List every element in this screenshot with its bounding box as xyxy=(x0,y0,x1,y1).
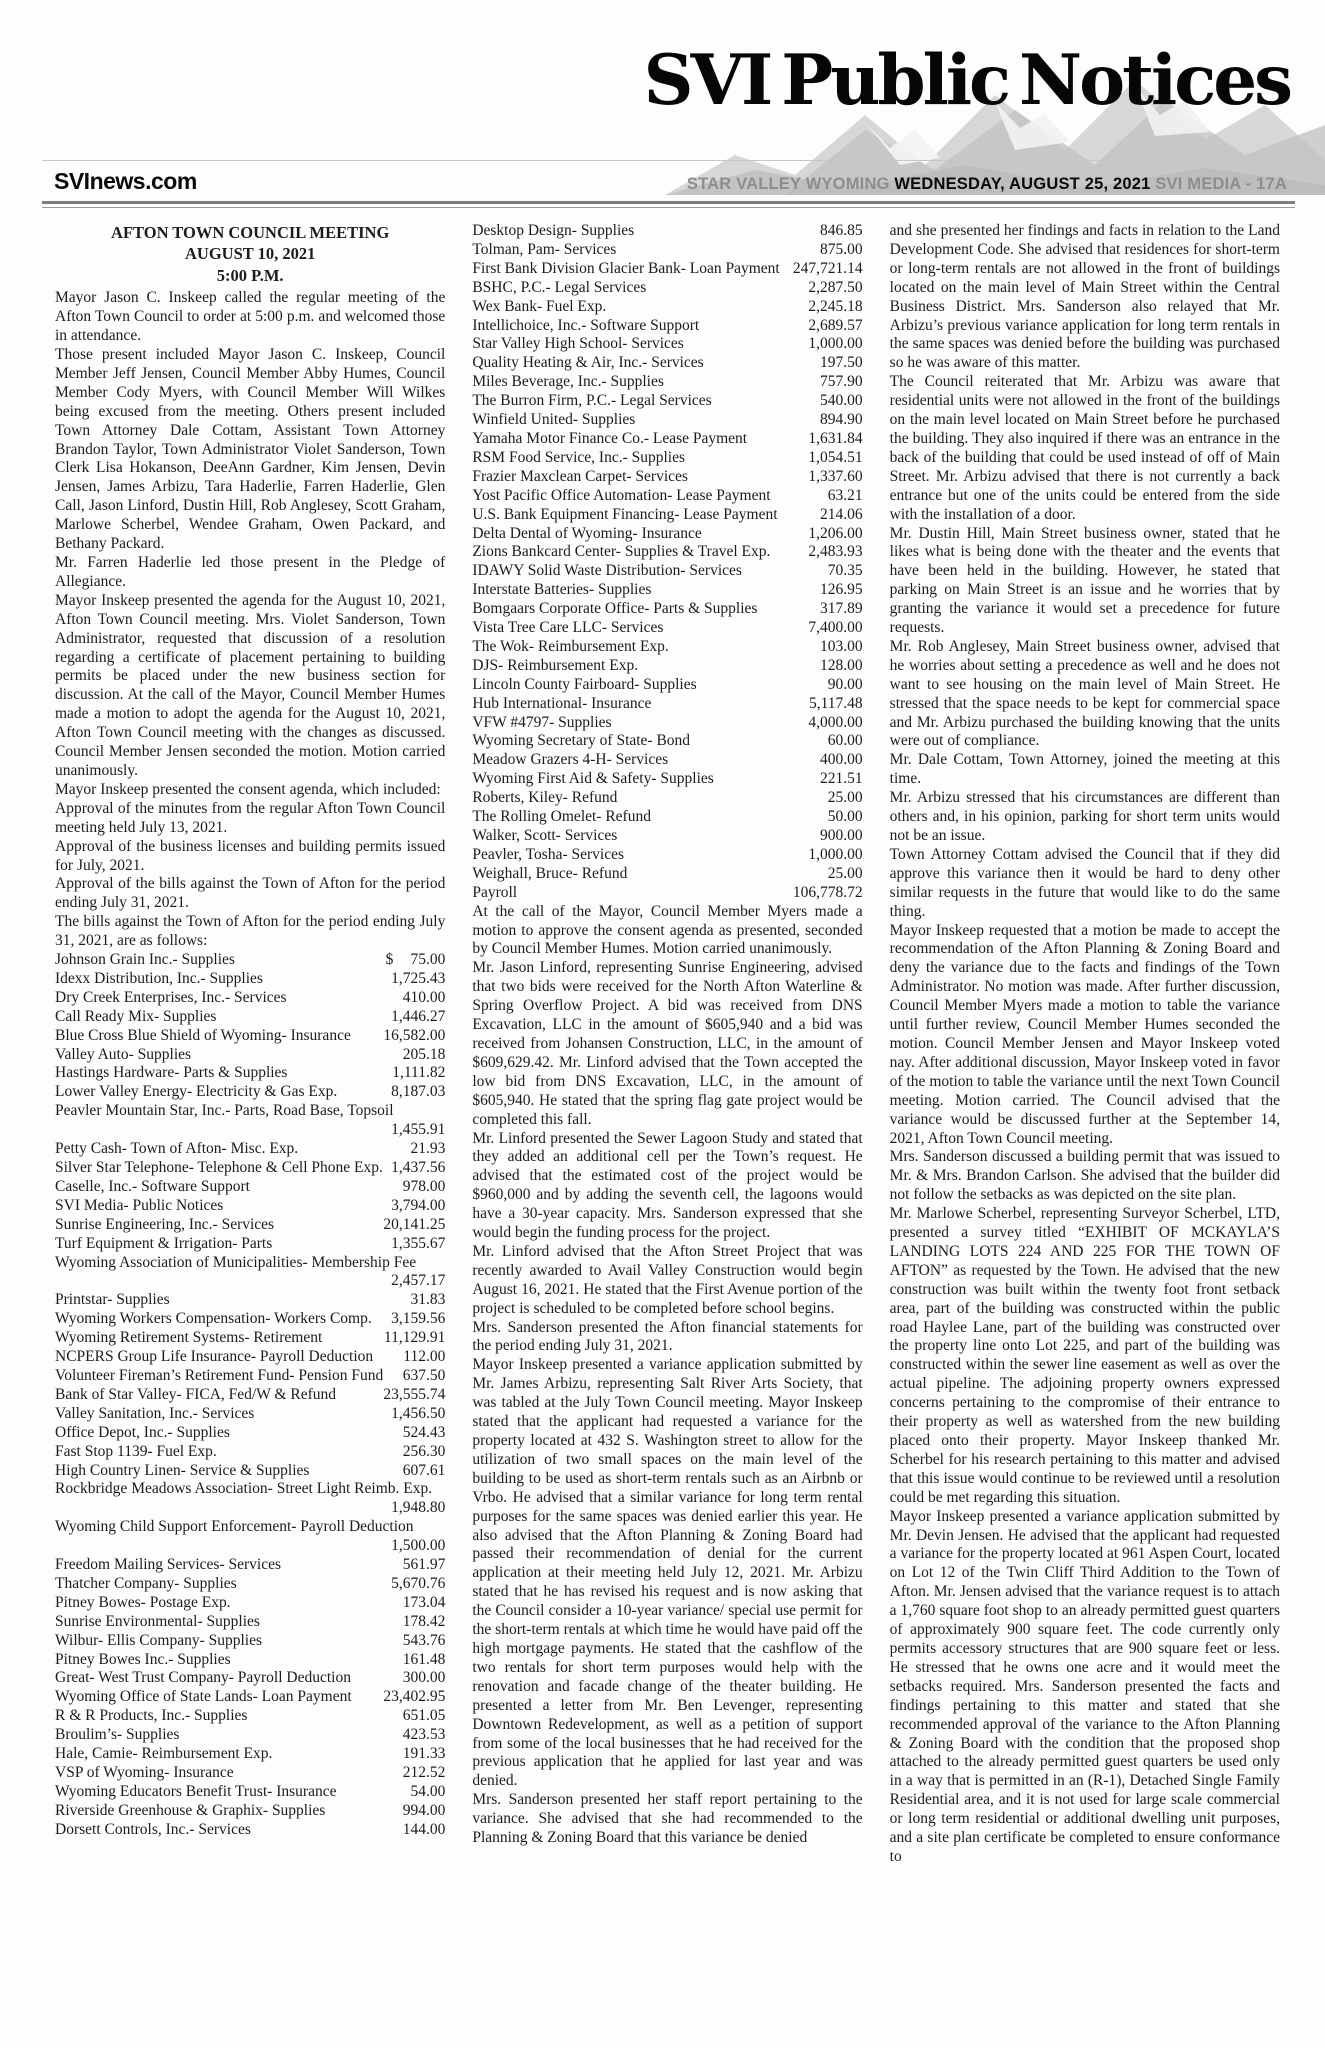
bill-payee: Walker, Scott- Services xyxy=(472,827,618,844)
bill-payee: Wyoming Association of Municipalities- Membership Fee xyxy=(55,1253,417,1271)
bill-amount: 2,457.17 xyxy=(391,1272,446,1290)
bill-payee: Freedom Mailing Services- Services xyxy=(55,1556,281,1574)
bill-row xyxy=(55,1046,445,1065)
bill-amount: 757.90 xyxy=(820,373,863,391)
bill-row xyxy=(55,1386,445,1405)
bill-payee: Lincoln County Fairboard- Supplies xyxy=(472,675,697,693)
bill-payee: Wyoming Retirement Systems- Retirement xyxy=(55,1329,323,1347)
bill-amount: 75.00 xyxy=(410,951,446,969)
notice-paragraph: Mr. Rob Anglesey, Main Street business owner, advised that he worries about setting a precedence as well and he does not want to see housing on the main level of Main Street. He stressed that the space needs to be kept for commercial space and Mr. Arbizu purchased the building knowing that the units were out of compliance. xyxy=(889,637,1280,750)
bill-amount: 1,000.00 xyxy=(808,335,863,353)
masthead xyxy=(0,0,1325,160)
bill-row xyxy=(55,1443,445,1462)
bill-row xyxy=(55,1329,445,1348)
bill-amount: 1,000.00 xyxy=(808,845,863,863)
notice-columns xyxy=(0,208,1325,1867)
bill-row xyxy=(472,770,862,789)
bill-amount: 11,129.91 xyxy=(383,1329,446,1347)
bill-row xyxy=(472,732,862,751)
bill-payee: Hale, Camie- Reimbursement Exp. xyxy=(55,1745,273,1763)
bill-amount: 126.95 xyxy=(820,581,863,599)
bill-payee: Valley Auto- Supplies xyxy=(55,1045,192,1063)
bill-amount: 1,725.43 xyxy=(391,969,446,987)
bill-row xyxy=(472,714,862,733)
bill-payee: The Wok- Reimbursement Exp. xyxy=(472,637,669,655)
bill-amount: 1,500.00 xyxy=(391,1537,446,1555)
bill-payee: BSHC, P.C.- Legal Services xyxy=(472,278,647,296)
bill-amount: 214.06 xyxy=(820,505,863,523)
bill-payee: Fast Stop 1139- Fuel Exp. xyxy=(55,1442,217,1460)
bill-payee: Roberts, Kiley- Refund xyxy=(472,789,618,807)
bill-payee: Pitney Bowes Inc.- Supplies xyxy=(55,1650,231,1668)
bill-payee: Wyoming Workers Compensation- Workers Comp. xyxy=(55,1310,372,1328)
bill-row xyxy=(472,279,862,298)
bill-payee: Interstate Batteries- Supplies xyxy=(472,581,652,599)
bill-amount: 2,245.18 xyxy=(808,297,863,315)
bill-amount: 103.00 xyxy=(820,637,863,655)
bill-row xyxy=(55,1726,445,1745)
bill-amount: 561.97 xyxy=(402,1556,446,1574)
bill-amount: 178.42 xyxy=(402,1612,446,1630)
bill-row xyxy=(472,789,862,808)
bill-row xyxy=(55,1556,445,1575)
bill-amount: 5,670.76 xyxy=(391,1574,446,1592)
bill-amount: 637.50 xyxy=(402,1366,446,1384)
dateline-date: WEDNESDAY, AUGUST 25, 2021 xyxy=(894,175,1151,193)
bill-row xyxy=(55,1594,445,1613)
bill-payee: Hub International- Insurance xyxy=(472,694,652,712)
bill-payee: Rockbridge Meadows Association- Street Light Reimb. Exp. xyxy=(55,1480,433,1498)
bill-row xyxy=(55,1480,445,1518)
column-3 xyxy=(890,222,1280,1867)
notice-paragraph: Mrs. Sanderson presented the Afton financial statements for the period ending July 31, 2021. xyxy=(472,1318,863,1355)
bill-row xyxy=(472,260,862,279)
bill-amount: 54.00 xyxy=(410,1782,446,1800)
bill-row xyxy=(472,392,862,411)
bill-payee: Printstar- Supplies xyxy=(55,1291,170,1309)
bill-payee: Pitney Bowes- Postage Exp. xyxy=(55,1593,231,1611)
bill-row xyxy=(472,581,862,600)
bill-payee: Dorsett Controls, Inc.- Services xyxy=(55,1820,251,1838)
bill-row xyxy=(55,1688,445,1707)
bill-row xyxy=(55,1424,445,1443)
bill-row xyxy=(472,865,862,884)
bill-payee: SVI Media- Public Notices xyxy=(55,1196,224,1214)
bill-amount: 197.50 xyxy=(820,354,863,372)
bill-row xyxy=(55,1027,445,1046)
notice-paragraph: Town Attorney Cottam advised the Council that if they did approve this variance then it would be hard to deny other similar requests in the future that would like to do the same thing. xyxy=(889,845,1280,920)
bill-row xyxy=(55,1254,445,1292)
bill-payee: Office Depot, Inc.- Supplies xyxy=(55,1423,230,1441)
bill-row xyxy=(472,468,862,487)
bill-row xyxy=(55,989,445,1008)
bill-payee: Hastings Hardware- Parts & Supplies xyxy=(55,1064,288,1082)
bill-row xyxy=(55,1216,445,1235)
bill-amount: 400.00 xyxy=(820,751,863,769)
bill-row xyxy=(55,1140,445,1159)
bill-payee: VFW #4797- Supplies xyxy=(472,713,612,731)
bill-amount: 212.52 xyxy=(402,1764,446,1781)
bill-payee: Valley Sanitation, Inc.- Services xyxy=(55,1404,255,1422)
bill-row xyxy=(55,970,445,989)
bill-amount: 894.90 xyxy=(820,411,863,429)
bill-row xyxy=(472,638,862,657)
bill-payee: Payroll xyxy=(472,883,518,901)
bill-amount: 3,159.56 xyxy=(391,1310,446,1328)
bill-payee: Silver Star Telephone- Telephone & Cell Phone Exp. xyxy=(55,1159,383,1176)
publication-logo: SVI Public Notices xyxy=(643,40,1290,121)
bill-payee: Yost Pacific Office Automation- Lease Payment xyxy=(472,486,771,504)
bill-row xyxy=(55,1083,445,1102)
notice-paragraph: Mr. Jason Linford, representing Sunrise Engineering, advised that two bids were received for the North Afton Waterline & Spring Overflow Project. A bid was received from DNS Excavation, LLC in the amount of $605,940 and a bid was received from Johansen Construction, LLC, in the amount of $609,629.42. Mr. Linford advised that the Town accepted the low bid from DNS Excavation, LLC, in the amount of $605,940. He stated that the spring flag gate project would be completed this fall. xyxy=(472,959,863,1128)
bill-row xyxy=(472,525,862,544)
bill-amount: 173.04 xyxy=(402,1593,446,1611)
bill-amount: 607.61 xyxy=(402,1461,446,1479)
bill-row xyxy=(472,676,862,695)
bill-row xyxy=(55,951,445,970)
bill-amount: 21.93 xyxy=(410,1140,446,1158)
bill-row xyxy=(472,241,862,260)
bill-payee: Petty Cash- Town of Afton- Misc. Exp. xyxy=(55,1140,299,1158)
notice-paragraph: Mayor Inskeep presented a variance application submitted by Mr. Devin Jensen. He advised that the applicant had requested a variance for the property located at 961 Aspen Court, located on Lot 12 of the Twin Cliff Third Addition to the Town of Afton. Mr. Jensen advised that the variance request is to attach a 1,760 square foot shop to an already permitted guest quarters of approximately 900 square feet. The code currently only permits accessory structures that are 900 square feet or less. He stressed that he owns one acre and it would meet the setbacks required. Mrs. Sanderson presented the facts and findings pertaining to this matter and stated that she recommended approval of the variance to the Afton Planning & Zoning Board with the condition that the proposed shop attached to the already permitted guest quarters be used only in a way that is permitted in an (R-1), Detached Single Family Residential area, and it is not used for large scale commercial or long term residential or additional dwelling unit purposes, and a site plan certificate be completed to ensure conformance to xyxy=(889,1507,1280,1865)
bill-amount: 50.00 xyxy=(827,808,863,826)
bill-amount: 1,355.67 xyxy=(391,1234,446,1252)
bill-amount: 144.00 xyxy=(402,1820,446,1838)
bill-amount: 423.53 xyxy=(402,1726,446,1744)
notice-paragraph: Approval of the bills against the Town of Afton for the period ending July 31, 2021. xyxy=(55,875,446,912)
notice-title xyxy=(55,222,445,286)
bill-payee: Meadow Grazers 4-H- Services xyxy=(472,751,669,769)
notice-paragraph: Mr. Farren Haderlie led those present in the Pledge of Allegiance. xyxy=(55,554,446,590)
bill-payee: Blue Cross Blue Shield of Wyoming- Insurance xyxy=(55,1026,351,1044)
bill-amount: 1,206.00 xyxy=(808,524,863,542)
bill-payee: Bank of Star Valley- FICA, Fed/W & Refund xyxy=(55,1385,336,1403)
bill-payee: Wyoming Office of State Lands- Loan Payment xyxy=(55,1688,352,1706)
bill-row xyxy=(472,657,862,676)
bill-amount: 1,054.51 xyxy=(808,448,863,466)
bill-payee: Wyoming Secretary of State- Bond xyxy=(472,732,691,750)
notice-title-line: AFTON TOWN COUNCIL MEETING xyxy=(111,223,390,242)
notice-paragraph: Mayor Inskeep presented the agenda for the August 10, 2021, Afton Town Council meeting. Mrs. Violet Sanderson, Town Administrator, requested that discussion of a resolution regarding a certificate of placement pertaining to building permits be placed under the new business section for discussion. At the call of the Mayor, Council Member Humes made a motion to adopt the agenda for the August 10, 2021, Afton Town Council meeting with the changes as discussed. Council Member Jensen seconded the motion. Motion carried unanimously. xyxy=(55,591,446,779)
bill-payee: Great- West Trust Company- Payroll Deduction xyxy=(55,1669,351,1687)
bill-row xyxy=(472,846,862,865)
bill-amount: 63.21 xyxy=(827,486,863,504)
bill-row xyxy=(472,335,862,354)
bill-row xyxy=(55,1102,445,1140)
bill-amount: 410.00 xyxy=(402,988,446,1006)
bill-amount: 31.83 xyxy=(410,1291,446,1309)
bill-row xyxy=(55,1802,445,1821)
bill-payee: Tolman, Pam- Services xyxy=(472,240,617,258)
bill-amount: 16,582.00 xyxy=(383,1026,446,1044)
bill-row xyxy=(55,1235,445,1254)
notice-title-line: 5:00 P.M. xyxy=(216,265,284,285)
bill-amount: 8,187.03 xyxy=(391,1083,446,1101)
bill-row xyxy=(472,600,862,619)
bill-payee: Delta Dental of Wyoming- Insurance xyxy=(472,524,702,542)
bill-amount: 205.18 xyxy=(402,1045,446,1063)
currency-symbol: $ xyxy=(385,951,394,969)
bill-payee: Frazier Maxclean Carpet- Services xyxy=(472,467,688,485)
bill-payee: Call Ready Mix- Supplies xyxy=(55,1007,217,1025)
bill-amount: 5,117.48 xyxy=(808,694,863,712)
bill-row xyxy=(55,1783,445,1802)
bill-payee: Quality Heating & Air, Inc.- Services xyxy=(472,354,704,372)
bill-payee: Wyoming Child Support Enforcement- Payroll Deduction xyxy=(55,1518,414,1536)
notice-paragraph: Approval of the business licenses and building permits issued for July, 2021. xyxy=(55,837,446,874)
bill-row xyxy=(55,1159,445,1178)
bill-payee: Wyoming First Aid & Safety- Supplies xyxy=(472,770,714,788)
bill-amount: 900.00 xyxy=(820,827,863,844)
bill-row xyxy=(472,373,862,392)
notice-title-line: AUGUST 10, 2021 xyxy=(184,244,316,264)
bill-row xyxy=(55,1348,445,1367)
bill-payee: U.S. Bank Equipment Financing- Lease Payment xyxy=(472,505,778,523)
bill-row xyxy=(472,562,862,581)
bill-row xyxy=(472,411,862,430)
bill-payee: Wilbur- Ellis Company- Supplies xyxy=(55,1631,263,1649)
bill-payee: DJS- Reimbursement Exp. xyxy=(472,656,639,674)
bill-payee: RSM Food Service, Inc.- Supplies xyxy=(472,448,686,466)
bill-payee: Peavler Mountain Star, Inc.- Parts, Road Base, Topsoil xyxy=(55,1102,394,1120)
bill-amount: 300.00 xyxy=(402,1669,446,1687)
bill-payee: Dry Creek Enterprises, Inc.- Services xyxy=(55,988,287,1006)
bill-payee: Intellichoice, Inc.- Software Support xyxy=(472,316,700,334)
notice-paragraph: Mr. Dale Cottam, Town Attorney, joined the meeting at this time. xyxy=(889,751,1280,788)
bill-amount: 60.00 xyxy=(827,732,863,750)
bill-amount: 7,400.00 xyxy=(808,619,863,637)
bill-amount: 875.00 xyxy=(820,240,863,258)
notice-paragraph: Mr. Dustin Hill, Main Street business owner, stated that he likes what is being done with the theater and the events that have been held in the building. However, he stated that parking on Main Street is an issue and he worries that by granting the variance it would set a precedence for future requests. xyxy=(889,524,1280,637)
bill-amount: 543.76 xyxy=(402,1631,446,1649)
dateline-info xyxy=(687,175,1287,194)
bill-row xyxy=(55,1632,445,1651)
bill-amount: 1,111.82 xyxy=(392,1064,446,1082)
notice-paragraph: At the call of the Mayor, Council Member Myers made a motion to approve the consent agenda as presented, seconded by Council Member Humes. Motion carried unanimously. xyxy=(472,902,863,958)
bill-row xyxy=(55,1064,445,1083)
bill-amount: 2,483.93 xyxy=(808,543,863,561)
bill-payee: Turf Equipment & Irrigation- Parts xyxy=(55,1234,273,1252)
bill-amount: 540.00 xyxy=(820,392,863,410)
bill-payee: Volunteer Fireman’s Retirement Fund- Pension Fund xyxy=(55,1366,384,1384)
bill-row xyxy=(55,1462,445,1481)
bill-row xyxy=(472,222,862,241)
bill-row xyxy=(472,808,862,827)
bill-payee: R & R Products, Inc.- Supplies xyxy=(55,1707,248,1725)
bill-amount: 2,287.50 xyxy=(808,278,863,296)
bill-payee: Yamaha Motor Finance Co.- Lease Payment xyxy=(472,429,748,447)
bill-row xyxy=(55,1197,445,1216)
bill-row xyxy=(472,751,862,770)
bill-payee: VSP of Wyoming- Insurance xyxy=(55,1764,234,1781)
bill-payee: Weighall, Bruce- Refund xyxy=(472,864,628,882)
column-1 xyxy=(55,222,445,1867)
bill-amount: 4,000.00 xyxy=(808,713,863,731)
bill-amount: 221.51 xyxy=(820,770,863,788)
notice-paragraph: Mayor Inskeep requested that a motion be made to accept the recommendation of the Afton Planning & Zoning Board and deny the variance due to the facts and findings of the Town Administrator. No motion was made. After further discussion, Council Member Myers made a motion to table the variance until further review, Council Member Humes seconded the motion. Council Member Jensen and Mayor Inskeep voted nay. After additional discussion, Mayor Inskeep voted in favor of the motion to table the variance until the next Town Council meeting. Motion carried. The Council advised that the variance would be discussed further at the September 14, 2021, Afton Town Council meeting. xyxy=(889,921,1280,1147)
bill-amount: 1,456.50 xyxy=(391,1404,446,1422)
bill-amount: 106,778.72 xyxy=(792,883,863,901)
notice-paragraph: Mr. Arbizu stressed that his circumstances are different than others and, in his opinion, parking for short term units would not be an issue. xyxy=(889,789,1280,844)
bill-payee: Peavler, Tosha- Services xyxy=(472,845,624,863)
bill-amount: 317.89 xyxy=(820,600,863,618)
bill-amount: 70.35 xyxy=(827,562,863,580)
bill-row xyxy=(55,1575,445,1594)
bill-row xyxy=(55,1764,445,1783)
bill-amount: 3,794.00 xyxy=(391,1196,446,1214)
bill-payee: Sunrise Environmental- Supplies xyxy=(55,1612,260,1630)
bill-amount: 25.00 xyxy=(827,789,863,807)
notice-paragraph: Mr. Linford advised that the Afton Street Project that was recently awarded to Avail Valley Construction would begin August 16, 2021. He stated that the First Avenue portion of the project is scheduled to be completed before school begins. xyxy=(472,1242,863,1317)
bill-amount: 978.00 xyxy=(402,1177,446,1195)
bill-amount: 128.00 xyxy=(820,656,863,674)
bill-payee: First Bank Division Glacier Bank- Loan Payment xyxy=(472,259,780,277)
bill-amount: 247,721.14 xyxy=(792,259,863,277)
bill-amount: 524.43 xyxy=(402,1423,446,1441)
bill-row xyxy=(472,354,862,373)
bill-payee: The Rolling Omelet- Refund xyxy=(472,808,651,826)
bill-amount: 1,948.80 xyxy=(391,1499,446,1517)
bill-row xyxy=(472,317,862,336)
bill-payee: Vista Tree Care LLC- Services xyxy=(472,619,664,637)
bill-amount: 23,555.74 xyxy=(383,1385,446,1403)
bill-amount: 161.48 xyxy=(402,1650,446,1668)
bill-payee: Winfield United- Supplies xyxy=(472,411,636,429)
bill-row xyxy=(472,695,862,714)
notice-paragraph: Mrs. Sanderson presented her staff report pertaining to the variance. She advised that she had recommended to the Planning & Zoning Board that this variance be denied xyxy=(472,1791,863,1847)
bill-row xyxy=(55,1178,445,1197)
notice-paragraph: and she presented her findings and facts in relation to the Land Development Code. She advised that residences for short-term or long-term rentals are not allowed in the front of buildings located on the main level of Main Street within the Central Business District. Mrs. Sanderson also relayed that Mr. Arbizu’s previous variance application for long term rentals in the same spaces was denied before the building was purchased so he was aware of this matter. xyxy=(889,222,1280,372)
bill-row xyxy=(55,1367,445,1386)
bill-payee: Thatcher Company- Supplies xyxy=(55,1574,237,1592)
bill-row xyxy=(472,430,862,449)
bill-payee: Miles Beverage, Inc.- Supplies xyxy=(472,373,664,391)
bill-row xyxy=(55,1651,445,1670)
bill-payee: Star Valley High School- Services xyxy=(472,335,684,353)
bill-row xyxy=(472,884,862,903)
bill-payee: IDAWY Solid Waste Distribution- Services xyxy=(472,562,742,580)
bill-payee: Bomgaars Corporate Office- Parts & Supplies xyxy=(472,600,758,618)
bill-row xyxy=(55,1707,445,1726)
notice-paragraph: Mr. Marlowe Scherbel, representing Surveyor Scherbel, LTD, presented a survey titled “EXHIBIT OF MCKAYLA’S LANDING LOTS 224 AND 225 FOR THE TOWN OF AFTON” as requested by the Town. He advised that the new construction was built within the twenty foot front setback area, part of the building was constructed within the public road Haylee Lane, part of the building was constructed over the property line onto Lot 225, and part of the building was constructed within the sewer line easement as well as over the actual pipeline. The adjoining property owners expressed concerns pertaining to the compromise of their entrance to their property as well as watershed from the new building placed onto their property. Mayor Inskeep thanked Mr. Scherbel for his research pertaining to this matter and advised that this issue would continue to be reviewed until a resolution could be met regarding this situation. xyxy=(889,1205,1280,1506)
bill-row xyxy=(55,1745,445,1764)
bill-row xyxy=(55,1669,445,1688)
bill-amount: 23,402.95 xyxy=(383,1688,446,1706)
bill-amount: 2,689.57 xyxy=(808,316,863,334)
bill-amount: 25.00 xyxy=(827,864,863,882)
bill-row xyxy=(55,1821,445,1840)
bill-amount: 90.00 xyxy=(827,675,863,693)
bill-payee: Wex Bank- Fuel Exp. xyxy=(472,297,607,315)
bill-row xyxy=(55,1008,445,1027)
site-name[interactable]: SVInews.com xyxy=(54,168,197,194)
notice-paragraph: Those present included Mayor Jason C. Inskeep, Council Member Jeff Jensen, Council Member Abby Humes, Council Member Cody Myers, with Council Member Will Wilkes being excused from the meeting. Others present included Town Attorney Dale Cottam, Assistant Town Attorney Brandon Taylor, Town Administrator Violet Sanderson, Town Clerk Lisa Hokanson, DeeAnn Gardner, Kim Jensen, Devin Jensen, James Arbizu, Tara Haderlie, Farren Haderlie, Glen Call, Jason Linford, Dustin Hill, Rob Anglesey, Scott Graham, Marlowe Scherbel, Wendee Graham, Owen Packard, and Bethany Packard. xyxy=(55,346,446,553)
dateline-bar xyxy=(42,160,1295,201)
notice-paragraph: The bills against the Town of Afton for the period ending July 31, 2021, are as follows: xyxy=(55,913,446,950)
bill-payee: Idexx Distribution, Inc.- Supplies xyxy=(55,969,263,987)
notice-paragraph: Mr. Linford presented the Sewer Lagoon Study and stated that they added an additional cell per the Town’s request. He advised that the estimated cost of the project would be $960,000 and by adding the seventh cell, the lagoons would have a 30-year capacity. Mrs. Sanderson expressed that she would begin the funding process for the project. xyxy=(472,1129,863,1242)
bill-payee: Lower Valley Energy- Electricity & Gas Exp. xyxy=(55,1083,338,1101)
bill-row xyxy=(472,487,862,506)
bill-amount: 994.00 xyxy=(402,1801,446,1819)
notice-paragraph: The Council reiterated that Mr. Arbizu was aware that residential units were not allowed in the front of the buildings on the main level located on Main Street before he purchased the building. They also inquired if there was an entrance in the back of the building that could be used instead of off of Main Street. Mr. Arbizu advised that there is not currently a back entrance but one of the units could be entered from the side with the installation of a door. xyxy=(889,373,1280,523)
bill-payee: NCPERS Group Life Insurance- Payroll Deduction xyxy=(55,1348,374,1366)
bill-payee: The Burron Firm, P.C.- Legal Services xyxy=(472,392,712,410)
column-2 xyxy=(472,222,862,1867)
bill-row xyxy=(472,449,862,468)
bill-amount: 1,437.56 xyxy=(391,1159,446,1176)
bill-payee: Zions Bankcard Center- Supplies & Travel Exp. xyxy=(472,543,771,561)
bill-row xyxy=(55,1518,445,1556)
bill-payee: Desktop Design- Supplies xyxy=(472,222,635,239)
bill-payee: Caselle, Inc.- Software Support xyxy=(55,1177,250,1195)
bill-amount: 20,141.25 xyxy=(383,1215,446,1233)
bill-amount: 846.85 xyxy=(820,222,863,239)
bill-payee: Sunrise Engineering, Inc.- Services xyxy=(55,1215,275,1233)
bill-row xyxy=(472,506,862,525)
bill-amount: 256.30 xyxy=(402,1442,446,1460)
bill-payee: Johnson Grain Inc.- Supplies xyxy=(55,951,235,969)
bill-payee: High Country Linen- Service & Supplies xyxy=(55,1461,310,1479)
notice-paragraph: Mrs. Sanderson discussed a building permit that was issued to Mr. & Mrs. Brandon Carlson. She advised that the builder did not follow the setbacks as was depicted on the site plan. xyxy=(889,1148,1280,1204)
bill-payee: Riverside Greenhouse & Graphix- Supplies xyxy=(55,1801,326,1819)
bill-row xyxy=(472,827,862,846)
notice-paragraph: Mayor Inskeep presented the consent agenda, which included: xyxy=(55,780,441,798)
bill-payee: Wyoming Educators Benefit Trust- Insurance xyxy=(55,1782,337,1800)
bill-row xyxy=(55,1405,445,1424)
bill-amount: 191.33 xyxy=(402,1745,446,1763)
bill-row xyxy=(55,1291,445,1310)
bill-row xyxy=(472,298,862,317)
bill-amount: 1,446.27 xyxy=(391,1007,446,1025)
bill-amount: 1,455.91 xyxy=(391,1121,446,1139)
bill-row xyxy=(472,543,862,562)
notice-paragraph: Mayor Jason C. Inskeep called the regular meeting of the Afton Town Council to order at 5:00 p.m. and welcomed those in attendance. xyxy=(55,289,446,345)
dateline-edition: SVI MEDIA - 17A xyxy=(1150,175,1287,193)
bill-row xyxy=(55,1310,445,1329)
notice-paragraph: Mayor Inskeep presented a variance application submitted by Mr. James Arbizu, representing Salt River Arts Society, that was tabled at the July Town Council meeting. Mayor Inskeep stated that the applicant had requested a variance for the property located at 432 S. Washington street to allow for the utilization of two small spaces on the main level of the building to be used as short-term rentals such as an Airbnb or Vrbo. He advised that a similar variance for long term rental purposes for the same spaces was denied earlier this year. He also advised that the Afton Planning & Zoning Board had passed their recommendation of denial for the current application at their meeting held July 12, 2021. Mr. Arbizu stated that he has revised his request and is now asking that the Council consider a 10-year variance/ special use permit for the short-term rentals at which time he would have paid off the high mortgage payments. He stated that the cashflow of the two rentals for short term purposes would help with the renovation and facade change of the theater building. He presented a letter from Mr. Ben Levenger, representing Downtown Redevelopment, as well as a petition of support from some of the local businesses that he had received for the previous application that he applied for last year and was denied. xyxy=(472,1356,863,1790)
bill-amount: 1,337.60 xyxy=(808,467,863,485)
dateline-location: STAR VALLEY WYOMING xyxy=(686,175,895,193)
bill-row xyxy=(472,619,862,638)
bill-row xyxy=(55,1613,445,1632)
bill-amount: 651.05 xyxy=(402,1707,446,1725)
bill-payee: Broulim’s- Supplies xyxy=(55,1726,180,1744)
masthead-rule xyxy=(42,201,1295,208)
bill-amount: 1,631.84 xyxy=(808,429,863,447)
bill-amount: 112.00 xyxy=(403,1348,446,1366)
notice-paragraph: Approval of the minutes from the regular Afton Town Council meeting held July 13, 2021. xyxy=(55,799,446,836)
